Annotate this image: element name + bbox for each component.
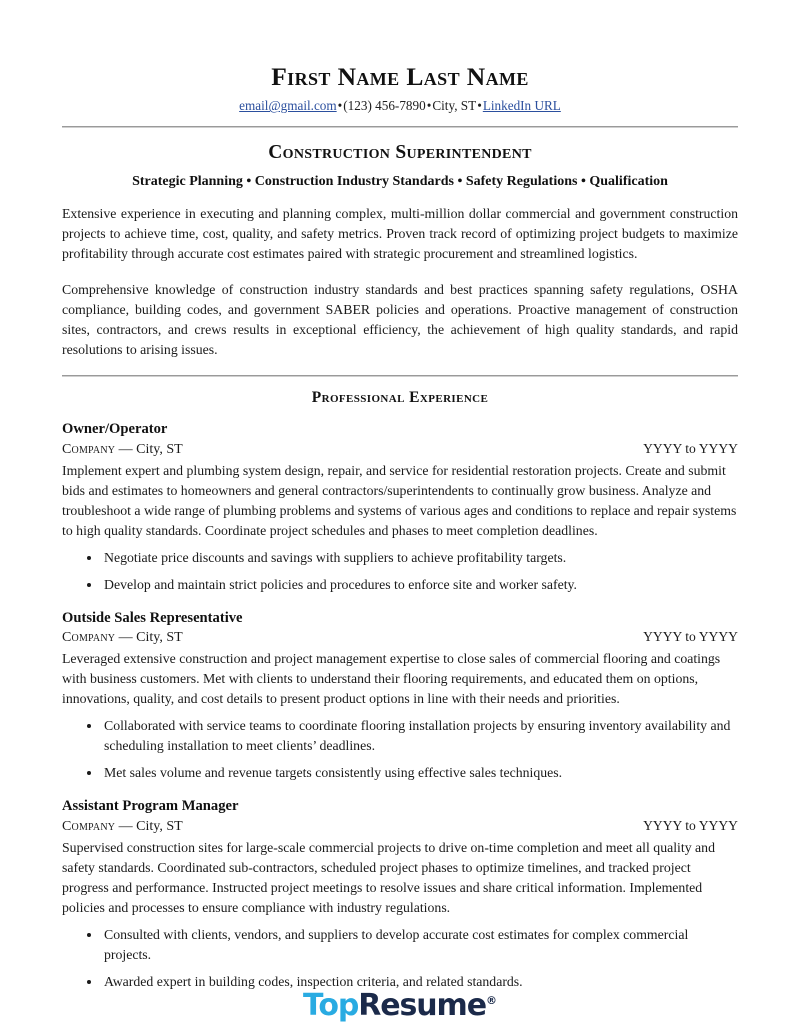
job-description: Implement expert and plumbing system design, repair, and service for residential restoration projects. Create and submit bids and estimates to homeowners and general contractors/superintendents to continually grow business. Analyze and troubleshoot a wide range of plumbing problems and systems of various ages and conditions to replace and repair systems to high quality standards. Coordinate project schedules and phases to meet completion deadlines. bbox=[62, 462, 737, 538]
job-dates: YYYY to YYYY bbox=[643, 629, 738, 645]
linkedin-link[interactable]: LinkedIn URL bbox=[482, 98, 561, 114]
list-item: Negotiate price discounts and savings with suppliers to achieve profitability targets. bbox=[104, 548, 738, 568]
job-title: Owner/Operator bbox=[62, 421, 168, 438]
job-dates: YYYY to YYYY bbox=[643, 440, 738, 456]
job-company-location bbox=[62, 818, 183, 836]
keyword-list: Strategic Planning • Construction Industry Standards • Safety Regulations • Qualification bbox=[132, 174, 668, 190]
summary-paragraph-1: Extensive experience in executing and planning complex, multi-million dollar commercial and government construction projects to achieve time, cost, quality, and safety metrics. Proven track record of optimizing project budgets to maximize profitability through accurate cost estimates paired with strategic procurement and streamlined logistics. bbox=[62, 206, 738, 262]
job-bullet-list bbox=[62, 548, 738, 595]
registered-trademark-icon: ® bbox=[485, 994, 497, 1007]
company-name: Company bbox=[62, 441, 116, 457]
company-location-separator: — bbox=[115, 441, 137, 457]
job-description: Leveraged extensive construction and project management expertise to close sales of commercial flooring and coatings with business customers. Met with clients to understand their flooring requirements, and educated them on options, innovations, quality, and cost details to present product options in line with their needs and priorities. bbox=[62, 651, 721, 707]
list-item: Awarded expert in building codes, inspection criteria, and related standards. bbox=[104, 972, 738, 992]
section-heading-experience: Professional Experience bbox=[311, 389, 489, 407]
list-item: Develop and maintain strict policies and procedures to enforce site and worker safety. bbox=[104, 575, 738, 595]
email-link[interactable]: email@gmail.com bbox=[239, 98, 337, 114]
job-company-location bbox=[62, 629, 183, 647]
contact-line bbox=[62, 97, 738, 114]
phone-number: (123) 456-7890 bbox=[343, 98, 426, 114]
job-dates: YYYY to YYYY bbox=[643, 817, 738, 833]
job-meta-row bbox=[62, 817, 738, 836]
list-item: Collaborated with service teams to coordinate flooring installation projects by ensuring inventory availability and scheduling installation to meet clients’ deadlines. bbox=[104, 716, 738, 756]
job-company-location bbox=[62, 441, 183, 459]
experience-divider bbox=[62, 375, 738, 377]
job-location: City, ST bbox=[136, 630, 183, 646]
headline-title: Construction Superintendent bbox=[268, 142, 532, 164]
company-location-separator: — bbox=[115, 818, 137, 834]
experience-entry bbox=[62, 609, 738, 783]
experience-entry bbox=[62, 797, 738, 991]
contact-separator-2: • bbox=[426, 98, 432, 114]
topresume-logo bbox=[0, 988, 800, 1023]
list-item: Met sales volume and revenue targets consistently using effective sales techniques. bbox=[104, 763, 738, 783]
logo-text-top: Top bbox=[303, 988, 359, 1023]
company-name: Company bbox=[62, 818, 116, 834]
job-description: Supervised construction sites for large-scale commercial projects to drive on-time completion and meet all quality and safety standards. Coordinated sub-contractors, scheduled project phases to optimize timelines, and tracked project progress and performance. Instructed project meetings to resolve issues and share critical information. Implemented policies and processes to ensure compliance with industry regulations. bbox=[62, 839, 715, 915]
experience-entry bbox=[62, 420, 738, 594]
job-title: Outside Sales Representative bbox=[62, 609, 243, 626]
summary-paragraph-2: Comprehensive knowledge of construction industry standards and best practices spanning safety regulations, OSHA compliance, building codes, and government SABER policies and operations. Proactive management of construction sites, contractors, and crews results in exceptional efficiency, the achievement of high quality standards, and rapid resolutions to arising issues. bbox=[62, 282, 738, 357]
job-bullet-list bbox=[62, 716, 738, 783]
job-location: City, ST bbox=[136, 818, 183, 834]
company-name: Company bbox=[62, 630, 116, 646]
candidate-name: First Name Last Name bbox=[271, 62, 529, 91]
job-title: Assistant Program Manager bbox=[62, 798, 239, 815]
location-text: City, ST bbox=[432, 98, 477, 114]
logo-text-resume: Resume bbox=[358, 988, 486, 1023]
job-meta-row bbox=[62, 628, 738, 647]
job-bullet-list bbox=[62, 925, 738, 992]
contact-separator-1: • bbox=[337, 98, 343, 114]
job-location: City, ST bbox=[136, 441, 183, 457]
list-item: Consulted with clients, vendors, and suppliers to develop accurate cost estimates for complex commercial projects. bbox=[104, 925, 738, 965]
job-meta-row bbox=[62, 440, 738, 459]
company-location-separator: — bbox=[115, 630, 137, 646]
contact-separator-3: • bbox=[477, 98, 482, 114]
